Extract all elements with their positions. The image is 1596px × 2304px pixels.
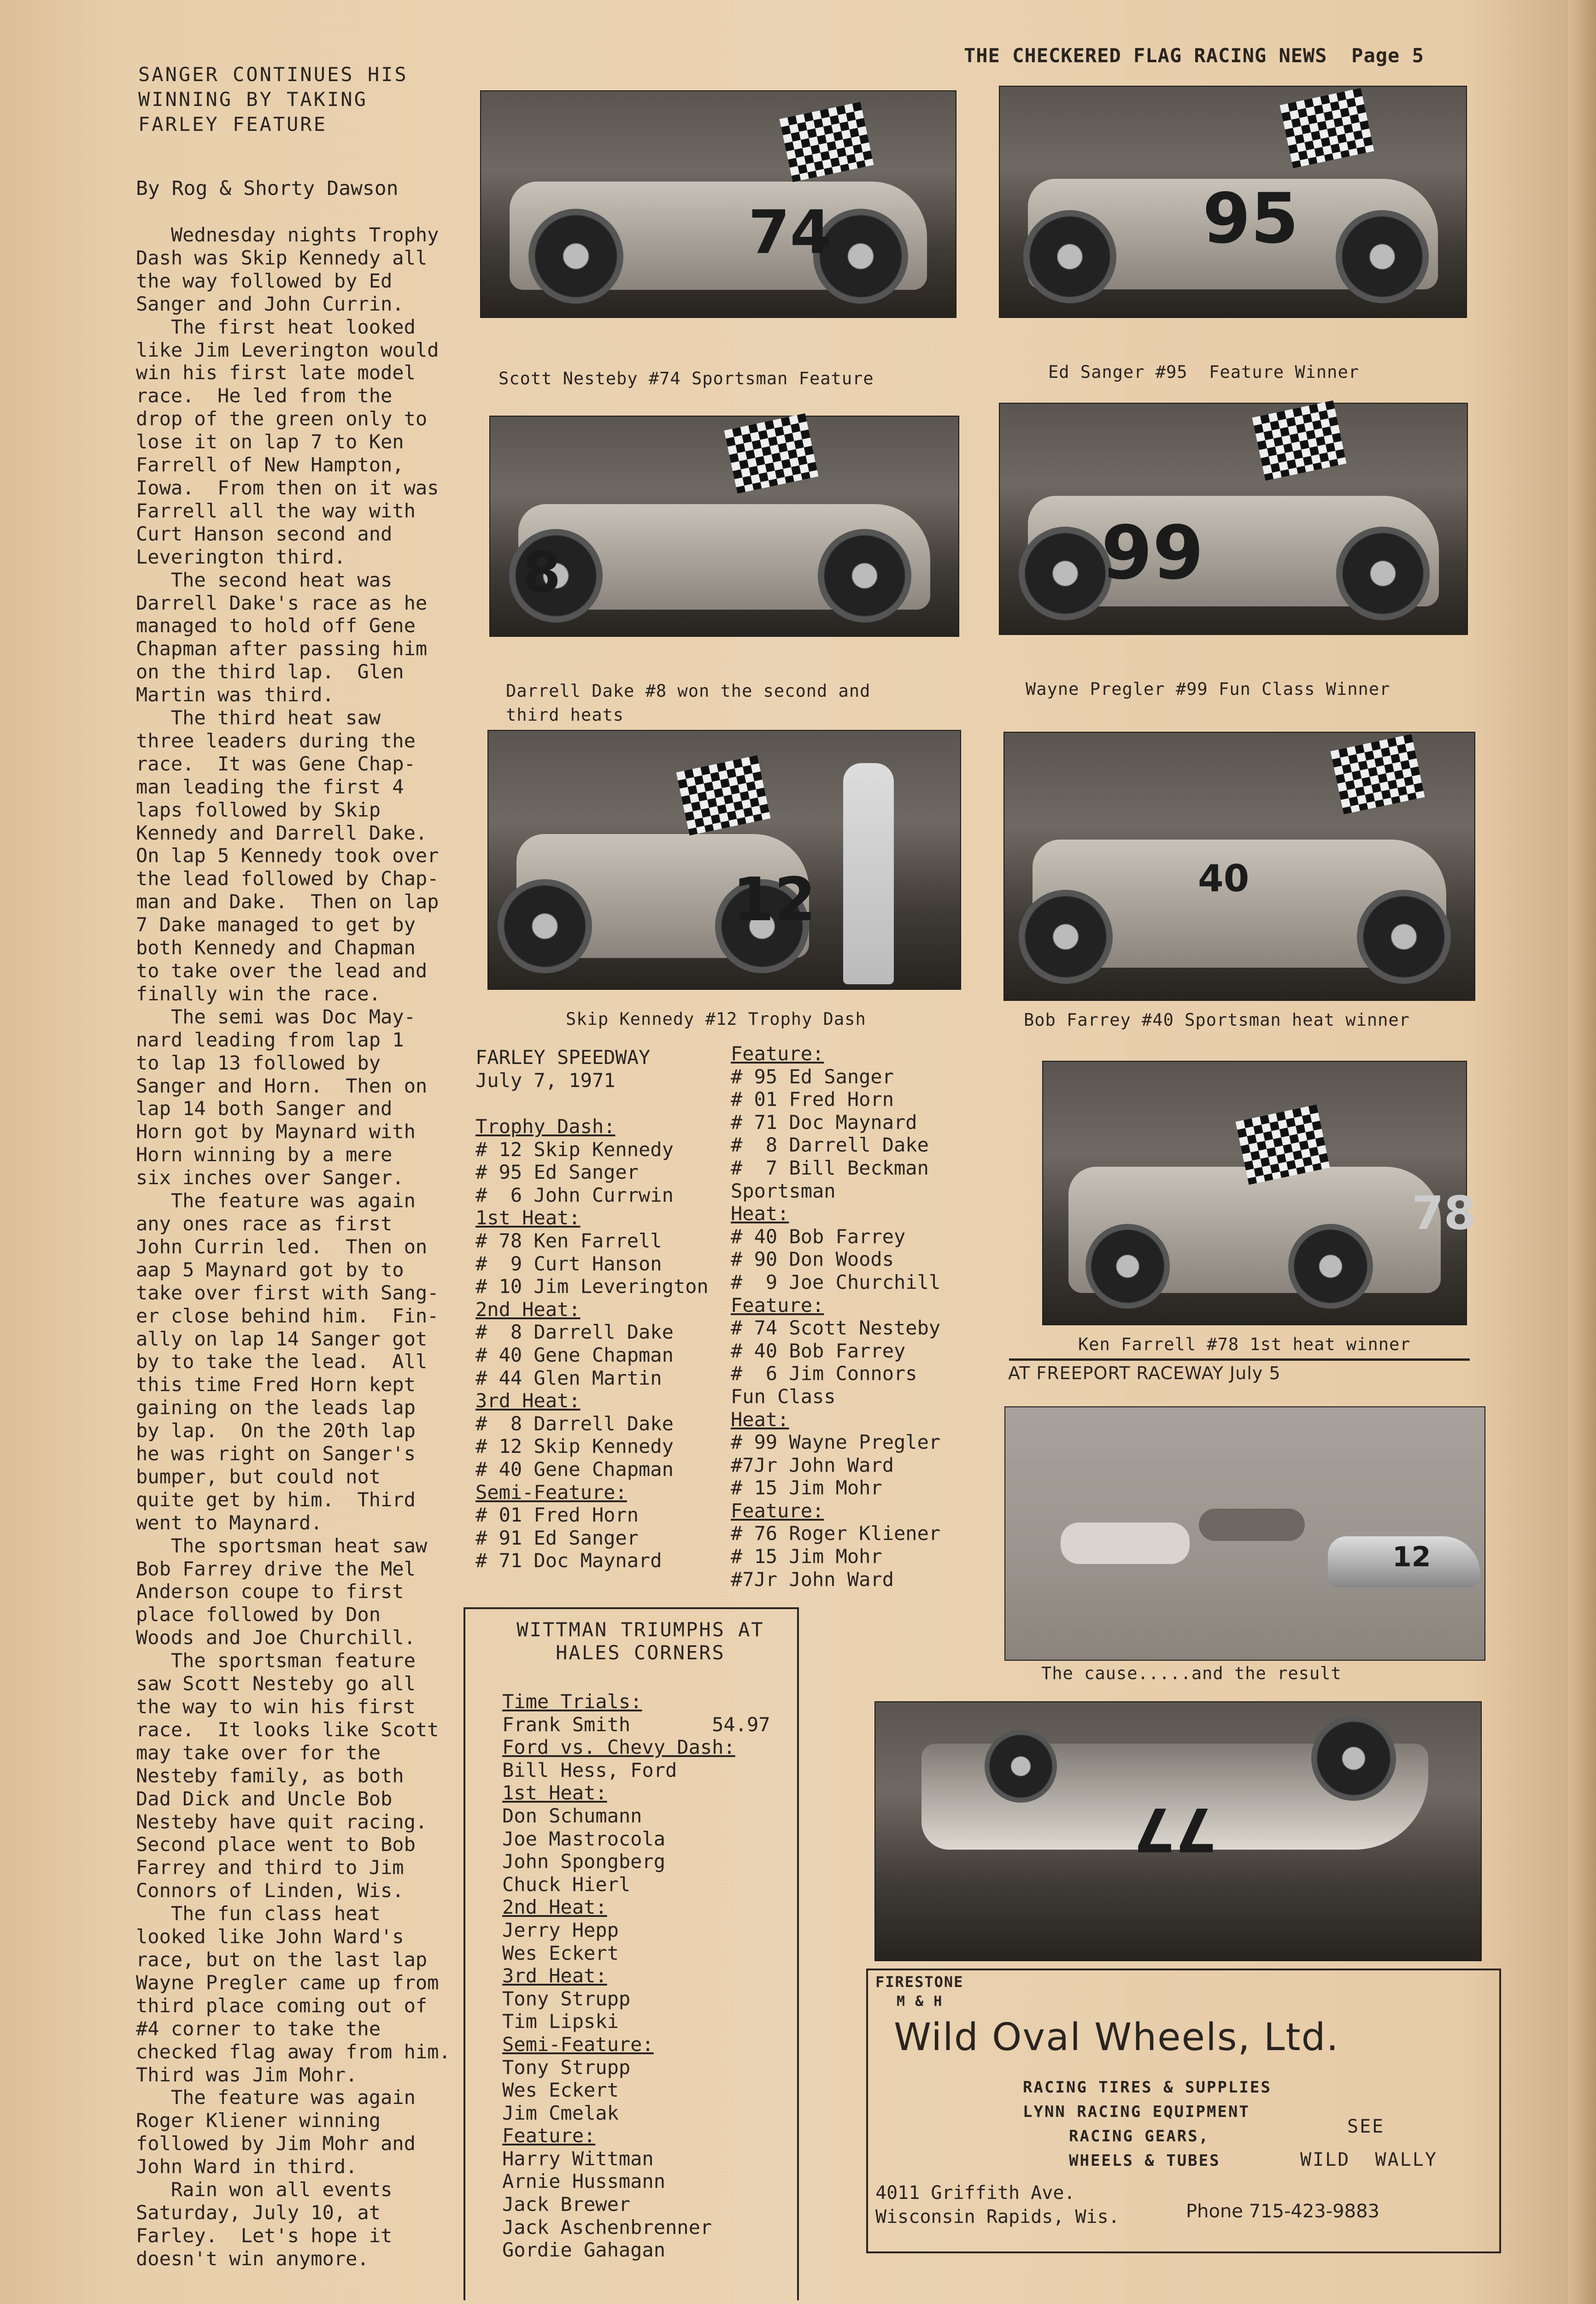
result-entry: Chuck Hierl bbox=[502, 1873, 631, 1896]
result-entry: Frank Smith 54.97 bbox=[502, 1713, 770, 1736]
article-line: Wednesday nights Trophy bbox=[136, 223, 439, 246]
result-entry: Jerry Hepp bbox=[502, 1918, 619, 1941]
article-line: The second heat was bbox=[136, 568, 393, 591]
result-entry: Bill Hess, Ford bbox=[502, 1758, 677, 1781]
wittman-title-line: HALES CORNERS bbox=[556, 1641, 725, 1664]
article-line: laps followed by Skip bbox=[136, 798, 381, 821]
divider bbox=[1009, 1358, 1470, 1361]
car-number: 8 bbox=[522, 541, 561, 605]
result-entry: # 10 Jim Leverington bbox=[475, 1275, 709, 1298]
car-number: 95 bbox=[1203, 179, 1299, 259]
section-heading: 3rd Heat: bbox=[502, 1964, 607, 1987]
article-line: he was right on Sanger's bbox=[136, 1442, 416, 1465]
article-line: Dash was Skip Kennedy all bbox=[136, 246, 428, 269]
article-line: Third was Jim Mohr. bbox=[136, 2063, 358, 2086]
photo-car-12 bbox=[487, 730, 961, 990]
section-heading: Trophy Dash: bbox=[475, 1115, 616, 1138]
article-line: The first heat looked bbox=[136, 315, 416, 338]
result-entry: # 91 Ed Sanger bbox=[475, 1526, 639, 1549]
result-entry: Jim Cmelak bbox=[502, 2101, 619, 2124]
photo-car-95 bbox=[999, 86, 1467, 318]
car-number: 74 bbox=[748, 197, 832, 267]
section-heading: Heat: bbox=[731, 1202, 789, 1225]
article-line: lose it on lap 7 to Ken bbox=[136, 430, 404, 453]
article-line: drop of the green only to bbox=[136, 407, 428, 430]
article-line: race. It was Gene Chap- bbox=[136, 752, 416, 775]
photo-caption: Bob Farrey #40 Sportsman heat winner bbox=[1024, 1010, 1410, 1030]
result-entry: # 95 Ed Sanger bbox=[731, 1065, 894, 1088]
article-line: Horn winning by a mere bbox=[136, 1143, 393, 1166]
article-line: gaining on the leads lap bbox=[136, 1396, 416, 1419]
result-entry: # 8 Darrell Dake bbox=[475, 1321, 674, 1344]
article-line: ally on lap 14 Sanger got bbox=[136, 1327, 428, 1350]
article-line: quite get by him. Third bbox=[136, 1488, 416, 1511]
article-line: the way followed by Ed bbox=[136, 269, 393, 292]
result-entry: Wes Eckert bbox=[502, 1941, 619, 1964]
car-number: 12 bbox=[733, 864, 816, 935]
article-line: Nesteby have quit racing. bbox=[136, 1810, 428, 1833]
result-entry: Gordie Gahagan bbox=[502, 2239, 666, 2262]
result-entry: # 15 Jim Mohr bbox=[731, 1476, 882, 1499]
result-entry: Tony Strupp bbox=[502, 2056, 631, 2079]
section-heading: 2nd Heat: bbox=[502, 1896, 607, 1919]
result-entry: # 9 Curt Hanson bbox=[475, 1252, 662, 1275]
article-line: the lead followed by Chap- bbox=[136, 867, 439, 890]
article-line: aap 5 Maynard got by to bbox=[136, 1258, 404, 1281]
ad-offerings bbox=[1023, 2075, 1272, 2173]
section-heading: 1st Heat: bbox=[475, 1206, 581, 1229]
article-line: doesn't win anymore. bbox=[136, 2247, 369, 2270]
article-byline: By Rog & Shorty Dawson bbox=[136, 177, 399, 200]
article-line: The fun class heat bbox=[136, 1902, 381, 1925]
section-heading: Ford vs. Chevy Dash: bbox=[502, 1736, 735, 1759]
article-line: both Kennedy and Chapman bbox=[136, 936, 416, 959]
article-line: Sanger and John Currin. bbox=[136, 292, 404, 315]
article-line: The sportsman heat saw bbox=[136, 1534, 428, 1557]
result-entry: # 40 Bob Farrey bbox=[731, 1225, 906, 1248]
article-line: saw Scott Nesteby go all bbox=[136, 1672, 416, 1695]
article-line: Roger Kliener winning bbox=[136, 2109, 381, 2132]
article-line: by to take the lead. All bbox=[136, 1350, 428, 1373]
section-heading: 2nd Heat: bbox=[475, 1298, 581, 1321]
article-line: Second place went to Bob bbox=[136, 1833, 416, 1856]
ad-line: RACING TIRES & SUPPLIES bbox=[1023, 2078, 1272, 2097]
photo-caption: Ed Sanger #95 Feature Winner bbox=[1048, 362, 1360, 382]
article-line: man and Dake. Then on lap bbox=[136, 890, 439, 913]
article-line: managed to hold off Gene bbox=[136, 614, 416, 637]
photo-caption: Ken Farrell #78 1st heat winner bbox=[1078, 1334, 1411, 1354]
article-line: Horn got by Maynard with bbox=[136, 1120, 416, 1143]
result-entry: Don Schumann bbox=[502, 1804, 642, 1827]
page-edge bbox=[1568, 0, 1596, 2304]
article-line: six inches over Sanger. bbox=[136, 1166, 404, 1189]
result-entry: # 15 Jim Mohr bbox=[731, 1545, 882, 1568]
result-entry: # 71 Doc Maynard bbox=[731, 1111, 917, 1134]
result-entry: # 8 Darrell Dake bbox=[475, 1412, 674, 1435]
photo-car-8 bbox=[489, 416, 959, 637]
article-line: place followed by Don bbox=[136, 1603, 381, 1626]
article-line: Nesteby family, as both bbox=[136, 1764, 404, 1787]
article-line: followed by Jim Mohr and bbox=[136, 2132, 416, 2155]
article-line: on the third lap. Glen bbox=[136, 660, 404, 683]
photo-caption: Scott Nesteby #74 Sportsman Feature bbox=[499, 369, 874, 388]
photo-car-78 bbox=[1042, 1061, 1476, 1325]
photo-caption: Skip Kennedy #12 Trophy Dash bbox=[566, 1009, 866, 1029]
article-line: Farrell of New Hampton, bbox=[136, 453, 404, 476]
result-entry: Jack Brewer bbox=[502, 2193, 631, 2216]
ad-phone: Phone 715-423-9883 bbox=[1186, 2201, 1379, 2222]
article-line: the way to win his first bbox=[136, 1695, 416, 1718]
article-line: by lap. On the 20th lap bbox=[136, 1419, 416, 1442]
result-entry: # 95 Ed Sanger bbox=[475, 1161, 639, 1184]
ad-address: 4011 Griffith Ave. bbox=[875, 2182, 1075, 2204]
article-line: lap 14 both Sanger and bbox=[136, 1097, 393, 1120]
result-entry: # 01 Fred Horn bbox=[731, 1088, 894, 1111]
section-heading: Feature: bbox=[731, 1499, 824, 1522]
result-entry: # 74 Scott Nesteby bbox=[731, 1317, 941, 1340]
article-line: Darrell Dake's race as he bbox=[136, 591, 428, 614]
photo-car-74 bbox=[480, 90, 956, 318]
article-line: Leverington third. bbox=[136, 545, 346, 568]
car-number: 40 bbox=[1198, 857, 1250, 900]
article-line: Dad Dick and Uncle Bob bbox=[136, 1787, 393, 1810]
ad-wild-wally: WILD WALLY bbox=[1300, 2149, 1438, 2170]
ad-line: WHEELS & TUBES bbox=[1069, 2151, 1220, 2170]
section-heading: Time Trials: bbox=[502, 1690, 642, 1713]
section-heading: Feature: bbox=[502, 2124, 596, 2147]
section-heading: Semi-Feature: bbox=[475, 1481, 627, 1504]
photo-crash-cause bbox=[1004, 1406, 1485, 1661]
photo-crash-result bbox=[874, 1701, 1482, 1961]
result-entry: # 12 Skip Kennedy bbox=[475, 1138, 674, 1161]
results-title: FARLEY SPEEDWAY bbox=[475, 1046, 651, 1069]
article-line: race. It looks like Scott bbox=[136, 1718, 439, 1741]
article-line: win his first late model bbox=[136, 361, 416, 384]
article-line: John Ward in third. bbox=[136, 2155, 358, 2178]
result-entry: Harry Wittman bbox=[502, 2147, 654, 2170]
result-entry: # 90 Don Woods bbox=[731, 1248, 894, 1271]
result-entry: Sportsman bbox=[731, 1179, 836, 1202]
section-heading: 1st Heat: bbox=[502, 1781, 607, 1804]
headline-line: SANGER CONTINUES HIS bbox=[138, 63, 408, 86]
car-number: 99 bbox=[1101, 510, 1204, 596]
result-entry: # 01 Fred Horn bbox=[475, 1504, 639, 1527]
article-line: nard leading from lap 1 bbox=[136, 1028, 404, 1051]
article-line: Saturday, July 10, at bbox=[136, 2201, 381, 2224]
photo-car-40 bbox=[1003, 732, 1475, 1001]
photo-caption: Darrell Dake #8 won the second and third heats bbox=[506, 681, 871, 725]
result-entry: # 76 Roger Kliener bbox=[731, 1522, 941, 1545]
article-line: Farrey and third to Jim bbox=[136, 1856, 404, 1879]
result-entry: # 12 Skip Kennedy bbox=[475, 1435, 674, 1458]
ad-mh: M & H bbox=[897, 1993, 943, 2010]
result-entry: # 40 Gene Chapman bbox=[475, 1343, 674, 1366]
ad-title: Wild Oval Wheels, Ltd. bbox=[894, 2016, 1339, 2059]
result-entry: Jack Aschenbrenner bbox=[502, 2216, 712, 2239]
article-line: third place coming out of bbox=[136, 1994, 428, 2017]
article-line: Connors of Linden, Wis. bbox=[136, 1879, 404, 1902]
article-line: to take over the lead and bbox=[136, 959, 428, 982]
results-date: July 7, 1971 bbox=[475, 1069, 616, 1092]
photo-caption: Wayne Pregler #99 Fun Class Winner bbox=[1026, 679, 1391, 699]
article-line: to lap 13 followed by bbox=[136, 1051, 381, 1074]
article-line: The sportsman feature bbox=[136, 1649, 416, 1672]
headline-line: WINNING BY TAKING bbox=[138, 88, 368, 111]
result-entry: # 44 Glen Martin bbox=[475, 1366, 662, 1389]
article-line: went to Maynard. bbox=[136, 1511, 323, 1534]
article-line: bumper, but could not bbox=[136, 1465, 381, 1488]
result-entry: John Spongberg bbox=[502, 1850, 666, 1873]
result-entry: Tim Lipski bbox=[502, 2010, 619, 2033]
article-line: checked flag away from him. bbox=[136, 2040, 451, 2063]
article-line: Martin was third. bbox=[136, 683, 334, 706]
wittman-results bbox=[502, 1690, 770, 2262]
article-line: race. He led from the bbox=[136, 384, 393, 407]
result-entry: # 99 Wayne Pregler bbox=[731, 1431, 941, 1454]
article-line: may take over for the bbox=[136, 1741, 381, 1764]
result-entry: # 7 Bill Beckman bbox=[731, 1156, 929, 1179]
article-line: Bob Farrey drive the Mel bbox=[136, 1557, 416, 1580]
article-body bbox=[136, 223, 458, 2270]
article-line: Wayne Pregler came up from bbox=[136, 1971, 439, 1994]
result-entry: # 71 Doc Maynard bbox=[475, 1549, 662, 1572]
farley-results-header bbox=[475, 1046, 650, 1092]
wittman-title-line: WITTMAN TRIUMPHS AT bbox=[516, 1618, 764, 1641]
article-line: The semi was Doc May- bbox=[136, 1005, 416, 1028]
photo-car-99 bbox=[999, 403, 1468, 635]
section-heading: Heat: bbox=[731, 1408, 789, 1431]
article-line: finally win the race. bbox=[136, 982, 381, 1005]
article-line: any ones race as first bbox=[136, 1212, 393, 1235]
article-line: er close behind him. Fin- bbox=[136, 1304, 439, 1327]
result-entry: # 6 Jim Connors bbox=[731, 1362, 917, 1385]
ad-firestone: FIRESTONE bbox=[875, 1973, 964, 1991]
result-entry: #7Jr John Ward bbox=[731, 1453, 894, 1476]
article-line: Kennedy and Darrell Dake. bbox=[136, 821, 428, 844]
car-number: 12 bbox=[1392, 1541, 1431, 1573]
result-entry: # 40 Bob Farrey bbox=[731, 1339, 906, 1362]
result-entry: # 40 Gene Chapman bbox=[475, 1458, 674, 1481]
headline-line: FARLEY FEATURE bbox=[138, 113, 328, 135]
freeport-label: AT FREEPORT RACEWAY July 5 bbox=[1008, 1363, 1281, 1383]
article-line: Anderson coupe to first bbox=[136, 1580, 404, 1603]
result-entry: Tony Strupp bbox=[502, 1987, 631, 2010]
result-entry: # 8 Darrell Dake bbox=[731, 1134, 929, 1157]
result-entry: Wes Eckert bbox=[502, 2079, 619, 2102]
result-entry: Joe Mastrocola bbox=[502, 1827, 666, 1850]
ad-line: RACING GEARS, bbox=[1069, 2127, 1210, 2145]
article-line: like Jim Leverington would bbox=[136, 338, 439, 361]
result-entry: # 9 Joe Churchill bbox=[731, 1270, 941, 1293]
article-headline bbox=[138, 62, 408, 137]
farley-results-left bbox=[475, 1115, 709, 1572]
result-entry: Fun Class bbox=[731, 1385, 836, 1408]
article-line: Rain won all events bbox=[136, 2178, 393, 2201]
section-heading: Feature: bbox=[731, 1293, 824, 1317]
photo-caption: The cause.....and the result bbox=[1041, 1663, 1342, 1683]
article-line: Farrell all the way with bbox=[136, 499, 416, 522]
article-line: Curt Hanson second and bbox=[136, 522, 393, 545]
article-line: take over first with Sang- bbox=[136, 1281, 439, 1304]
article-line: Woods and Joe Churchill. bbox=[136, 1626, 416, 1649]
article-line: The third heat saw bbox=[136, 706, 381, 729]
article-line: John Currin led. Then on bbox=[136, 1235, 428, 1258]
wittman-title bbox=[507, 1618, 774, 1664]
car-number: 78 bbox=[1412, 1186, 1476, 1240]
article-line: #4 corner to take the bbox=[136, 2017, 381, 2040]
article-line: 7 Dake managed to get by bbox=[136, 913, 416, 936]
article-line: looked like John Ward's bbox=[136, 1925, 404, 1948]
ad-see: SEE bbox=[1347, 2116, 1385, 2137]
result-entry: Arnie Hussmann bbox=[502, 2170, 666, 2193]
article-line: this time Fred Horn kept bbox=[136, 1373, 416, 1396]
farley-results-right bbox=[731, 1042, 940, 1591]
article-line: Iowa. From then on it was bbox=[136, 476, 439, 499]
section-heading: 3rd Heat: bbox=[475, 1389, 581, 1412]
result-entry: # 78 Ken Farrell bbox=[475, 1229, 662, 1252]
article-line: Chapman after passing him bbox=[136, 637, 428, 660]
result-entry: #7Jr John Ward bbox=[731, 1568, 894, 1591]
article-line: The feature was again bbox=[136, 1189, 416, 1212]
ad-city: Wisconsin Rapids, Wis. bbox=[875, 2206, 1120, 2228]
car-number: 77 bbox=[1133, 1794, 1217, 1864]
article-line: man leading the first 4 bbox=[136, 775, 404, 798]
article-line: race, but on the last lap bbox=[136, 1948, 428, 1971]
article-line: Farley. Let's hope it bbox=[136, 2224, 393, 2247]
section-heading: Semi-Feature: bbox=[502, 2033, 654, 2056]
result-entry: # 6 John Currwin bbox=[475, 1183, 674, 1206]
article-line: On lap 5 Kennedy took over bbox=[136, 844, 439, 867]
article-line: three leaders during the bbox=[136, 729, 416, 752]
article-line: Sanger and Horn. Then on bbox=[136, 1074, 428, 1097]
running-title: THE CHECKERED FLAG RACING NEWS Page 5 bbox=[964, 44, 1424, 67]
ad-line: LYNN RACING EQUIPMENT bbox=[1023, 2103, 1250, 2121]
article-line: The feature was again bbox=[136, 2086, 416, 2109]
section-heading: Feature: bbox=[731, 1042, 824, 1065]
